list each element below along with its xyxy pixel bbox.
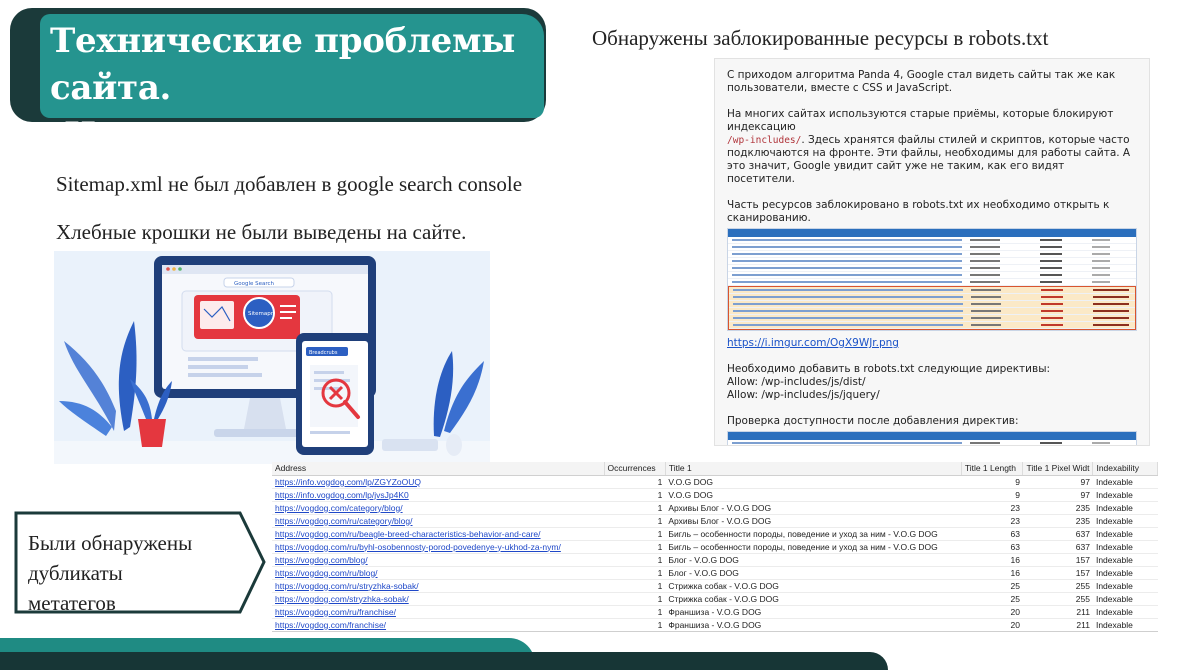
pixel-width-cell: 97 (1023, 488, 1093, 501)
indexability-cell: Indexable (1093, 618, 1158, 631)
address-cell[interactable]: https://info.vogdog.com/lp/ZGYZoOUQ (272, 475, 604, 488)
duplicate-meta-callout (28, 528, 192, 618)
occurrences-cell: 1 (604, 566, 665, 579)
title-length-cell: 25 (961, 579, 1023, 592)
title-length-cell: 63 (961, 527, 1023, 540)
pixel-width-cell: 637 (1023, 527, 1093, 540)
address-cell[interactable]: https://vogdog.com/blog/ (272, 553, 604, 566)
article-paragraph-4 (727, 363, 1135, 402)
footer-dark-bar (0, 652, 888, 670)
title-cell: Блог - V.O.G DOG (665, 553, 961, 566)
address-cell[interactable]: https://info.vogdog.com/lp/jvsJp4K0 (272, 488, 604, 501)
occurrences-cell: 1 (604, 540, 665, 553)
table-row[interactable] (272, 618, 1158, 631)
table-row[interactable] (272, 540, 1158, 553)
indexability-cell: Indexable (1093, 475, 1158, 488)
occurrences-cell: 1 (604, 514, 665, 527)
title-length-cell: 16 (961, 566, 1023, 579)
indexability-cell: Indexable (1093, 527, 1158, 540)
address-cell[interactable]: https://vogdog.com/ru/blog/ (272, 566, 604, 579)
title-cell: Бигль – особенности породы, поведение и уход за ним - V.O.G DOG (665, 527, 961, 540)
col-title-header[interactable]: Title 1 (665, 462, 961, 475)
article-paragraph-1: С приходом алгоритма Panda 4, Google стал видеть сайты так же как пользователи, вместе с CSS и JavaScript. (727, 69, 1116, 94)
title-length-cell: 23 (961, 514, 1023, 527)
indexability-cell: Indexable (1093, 540, 1158, 553)
table-row[interactable] (272, 475, 1158, 488)
wp-includes-code: /wp-includes/ (727, 135, 802, 146)
title-cell: V.O.G DOG (665, 475, 961, 488)
indexability-cell: Indexable (1093, 488, 1158, 501)
col-address-header[interactable]: Address (272, 462, 604, 475)
title-length-cell: 16 (961, 553, 1023, 566)
availability-check-table-thumbnail (727, 431, 1137, 446)
title-cell: Франшиза - V.O.G DOG (665, 618, 961, 631)
title-length-cell: 63 (961, 540, 1023, 553)
google-search-label: Google Search (234, 281, 275, 287)
seo-illustration (54, 251, 490, 464)
col-title-pixel-width-header[interactable]: Title 1 Pixel Widt (1023, 462, 1093, 475)
occurrences-cell: 1 (604, 579, 665, 592)
title-length-cell: 9 (961, 475, 1023, 488)
occurrences-cell: 1 (604, 488, 665, 501)
directive-allow-jquery: Allow: /wp-includes/js/jquery/ (727, 389, 880, 401)
indexability-cell: Indexable (1093, 605, 1158, 618)
callout-line-2: дубликаты (28, 561, 123, 585)
title-length-cell: 9 (961, 488, 1023, 501)
pixel-width-cell: 255 (1023, 592, 1093, 605)
title-cell: Архивы Блог - V.O.G DOG (665, 501, 961, 514)
table-row[interactable] (272, 553, 1158, 566)
title-cell: Бигль – особенности породы, поведение и уход за ним - V.O.G DOG (665, 540, 961, 553)
title-length-cell: 25 (961, 592, 1023, 605)
indexability-cell: Indexable (1093, 514, 1158, 527)
table-row[interactable] (272, 488, 1158, 501)
title-cell: Стрижка собак - V.O.G DOG (665, 579, 961, 592)
directives-intro: Необходимо добавить в robots.txt следующие директивы: (727, 363, 1051, 375)
address-cell[interactable]: https://vogdog.com/stryzhka-sobak/ (272, 592, 604, 605)
address-cell[interactable]: https://vogdog.com/ru/beagle-breed-characteristics-behavior-and-care/ (272, 527, 604, 540)
table-row[interactable] (272, 514, 1158, 527)
callout-line-1: Были обнаружены (28, 531, 193, 555)
indexability-cell: Indexable (1093, 501, 1158, 514)
title-length-cell: 20 (961, 605, 1023, 618)
title-length-cell: 23 (961, 501, 1023, 514)
pixel-width-cell: 97 (1023, 475, 1093, 488)
pixel-width-cell: 211 (1023, 605, 1093, 618)
address-cell[interactable]: https://vogdog.com/ru/franchise/ (272, 605, 604, 618)
title-length-cell: 20 (961, 618, 1023, 631)
indexability-cell: Indexable (1093, 553, 1158, 566)
col-title-length-header[interactable]: Title 1 Length (961, 462, 1023, 475)
breadcrumb-label: Breadcrubs (309, 350, 338, 356)
sitemap-label: Sitemapn (248, 311, 275, 317)
illustration-svg (54, 251, 490, 464)
occurrences-cell: 1 (604, 592, 665, 605)
issue-breadcrumbs: Хлебные крошки не были выведены на сайте. (56, 220, 467, 244)
pixel-width-cell: 235 (1023, 514, 1093, 527)
table-row[interactable] (272, 592, 1158, 605)
title-line-1: Технические проблемы сайта. (50, 21, 516, 108)
pixel-width-cell: 255 (1023, 579, 1093, 592)
duplicate-titles-table (272, 462, 1158, 632)
occurrences-cell: 1 (604, 605, 665, 618)
article-paragraph-3: Часть ресурсов заблокировано в robots.txt их необходимо открыть к сканированию. (727, 199, 1110, 224)
col-occurrences-header[interactable]: Occurrences (604, 462, 665, 475)
title-cell: Архивы Блог - V.O.G DOG (665, 514, 961, 527)
address-cell[interactable]: https://vogdog.com/ru/category/blog/ (272, 514, 604, 527)
address-cell[interactable]: https://vogdog.com/franchise/ (272, 618, 604, 631)
table-row[interactable] (272, 566, 1158, 579)
title-cell: V.O.G DOG (665, 488, 961, 501)
pixel-width-cell: 637 (1023, 540, 1093, 553)
table-row[interactable] (272, 579, 1158, 592)
address-cell[interactable]: https://vogdog.com/ru/stryzhka-sobak/ (272, 579, 604, 592)
title-cell: Блог - V.O.G DOG (665, 566, 961, 579)
blocked-resources-table-thumbnail (727, 228, 1137, 331)
occurrences-cell: 1 (604, 553, 665, 566)
indexability-cell: Indexable (1093, 592, 1158, 605)
pixel-width-cell: 211 (1023, 618, 1093, 631)
article-paragraph-2-after: . Здесь хранятся файлы стилей и скриптов, которые часто подключаются на фронте. Эти файлы, необходимы для работы сайта. А это значит, Google увидит сайт уже не таким, как его видят посетители. (727, 134, 1131, 185)
title-cell: Франшиза - V.O.G DOG (665, 605, 961, 618)
pixel-width-cell: 235 (1023, 501, 1093, 514)
directive-allow-dist: Allow: /wp-includes/js/dist/ (727, 376, 866, 388)
robots-heading: Обнаружены заблокированные ресурсы в robots.txt (592, 26, 1049, 50)
title-cell: Стрижка собак - V.O.G DOG (665, 592, 961, 605)
robots-article-screenshot (714, 58, 1150, 446)
indexability-cell: Indexable (1093, 579, 1158, 592)
table-row[interactable] (272, 605, 1158, 618)
pixel-width-cell: 157 (1023, 553, 1093, 566)
address-cell[interactable]: https://vogdog.com/ru/byhl-osobennosty-porod-povedenye-y-ukhod-za-nym/ (272, 540, 604, 553)
occurrences-cell: 1 (604, 618, 665, 631)
title-line-2: Их устранение. (64, 115, 364, 155)
pixel-width-cell: 157 (1023, 566, 1093, 579)
callout-line-3: метатегов (28, 591, 116, 615)
occurrences-cell: 1 (604, 527, 665, 540)
occurrences-cell: 1 (604, 475, 665, 488)
article-paragraph-5: Проверка доступности после добавления директив: (727, 415, 1019, 427)
table-row[interactable] (272, 501, 1158, 514)
col-indexability-header[interactable]: Indexability (1093, 462, 1158, 475)
screenshot-link[interactable]: https://i.imgur.com/OgX9WJr.png (727, 337, 899, 349)
title-box (40, 14, 544, 155)
indexability-cell: Indexable (1093, 566, 1158, 579)
table-header-row (272, 462, 1158, 475)
address-cell[interactable]: https://vogdog.com/category/blog/ (272, 501, 604, 514)
occurrences-cell: 1 (604, 501, 665, 514)
issue-sitemap: Sitemap.xml не был добавлен в google search console (56, 172, 523, 196)
table-row[interactable] (272, 527, 1158, 540)
article-paragraph-2 (727, 108, 1135, 186)
article-paragraph-2-before: На многих сайтах используются старые приёмы, которые блокируют индексацию (727, 108, 1114, 133)
